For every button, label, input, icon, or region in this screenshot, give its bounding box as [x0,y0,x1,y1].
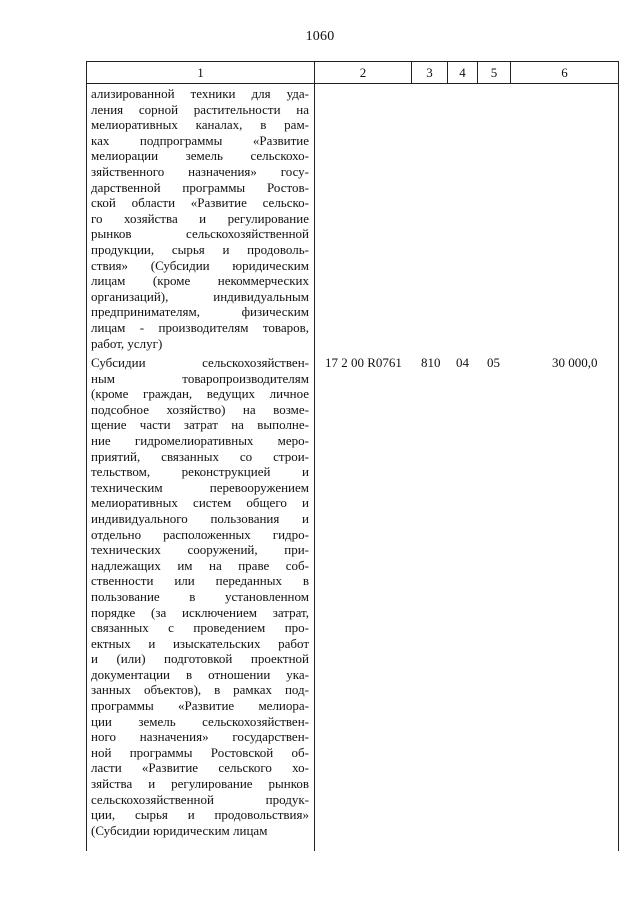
description-line: мелиоративных каналах, в рам- [91,117,309,133]
description-line: лицам (кроме некоммерческих [91,273,309,289]
description-line: мелиорации земель сельскохо- [91,148,309,164]
description-line: ции земель сельскохозяйствен- [91,713,309,729]
description-line: ках подпрограммы «Развитие [91,132,309,148]
description-line: сельскохозяйственной продук- [91,791,309,807]
description-line: Субсидии сельскохозяйствен- [91,355,309,370]
description-line: ной программы Ростовской об- [91,744,309,760]
description-line: ской области «Развитие сельско- [91,195,309,211]
column-border-right [618,83,619,851]
description-line: (кроме граждан, ведущих личное [91,386,309,402]
description-line: пользование в установленном [91,588,309,604]
description-line: ственности или переданных в [91,573,309,589]
description-line: рынков сельскохозяйственной [91,226,309,242]
description-line: связанных с проведением про- [91,620,309,636]
row-group: 810 [421,355,441,370]
description-line: программы «Развитие мелиора- [91,698,309,714]
description-line: отдельно расположенных гидро- [91,526,309,542]
description-line: занных объектов), в рамках под- [91,682,309,698]
column-header-2: 2 [315,62,412,84]
description-line: индивидуального пользования и [91,510,309,526]
row-code: 17 2 00 R0761 [325,355,402,370]
description-line: организаций), индивидуальным [91,288,309,304]
page-number: 1060 [305,29,335,44]
column-header-1: 1 [87,62,315,84]
description-line: тельством, реконструкцией и [91,464,309,480]
description-line: порядке (за исключением затрат, [91,604,309,620]
column-header-6: 6 [511,62,619,84]
description-line: продукции, сырья и продоволь- [91,241,309,257]
row-section: 04 [456,355,469,370]
description-line: ции, сырья и продовольствия» [91,807,309,823]
description-line: ного назначения» государствен- [91,729,309,745]
description-line: ления сорной растительности на [91,101,309,117]
row-description [91,86,309,351]
description-line: ным товаропроизводителям [91,370,309,386]
description-line: го хозяйства и регулирование [91,210,309,226]
description-line: предпринимателям, физическим [91,304,309,320]
description-line: работ, услуг) [91,335,163,351]
description-line: ализированной техники для уда- [91,86,309,101]
row-amount: 30 000,0 [552,355,598,370]
column-header-4: 4 [448,62,478,84]
description-line: технических сооружений, при- [91,542,309,558]
description-line: техническим перевооружением [91,479,309,495]
description-line: подсобное хозяйство) на возме- [91,401,309,417]
description-line: ствия» (Субсидии юридическим [91,257,309,273]
description-line: и (или) подготовкой проектной [91,651,309,667]
row-description [91,355,309,838]
description-line: ектных и изыскательских работ [91,635,309,651]
description-line: ние гидромелиоративных меро- [91,432,309,448]
description-line: (Субсидии юридическим лицам [91,822,268,838]
column-border-left [86,83,87,851]
description-line: зяйства и регулирование рынков [91,776,309,792]
description-line: документации в отношении ука- [91,666,309,682]
description-line: мелиоративных систем общего и [91,495,309,511]
description-line: лицам - производителям товаров, [91,319,309,335]
description-line: приятий, связанных со строи- [91,448,309,464]
description-line: щение части затрат на выполне- [91,417,309,433]
description-line: дарственной программы Ростов- [91,179,309,195]
column-header-row [86,61,619,84]
row-subsection: 05 [487,355,500,370]
description-line: ласти «Развитие сельского хо- [91,760,309,776]
column-header-5: 5 [478,62,511,84]
column-divider [314,83,315,851]
column-header-3: 3 [412,62,448,84]
description-line: зяйственного назначения» госу- [91,163,309,179]
description-line: надлежащих им на праве соб- [91,557,309,573]
